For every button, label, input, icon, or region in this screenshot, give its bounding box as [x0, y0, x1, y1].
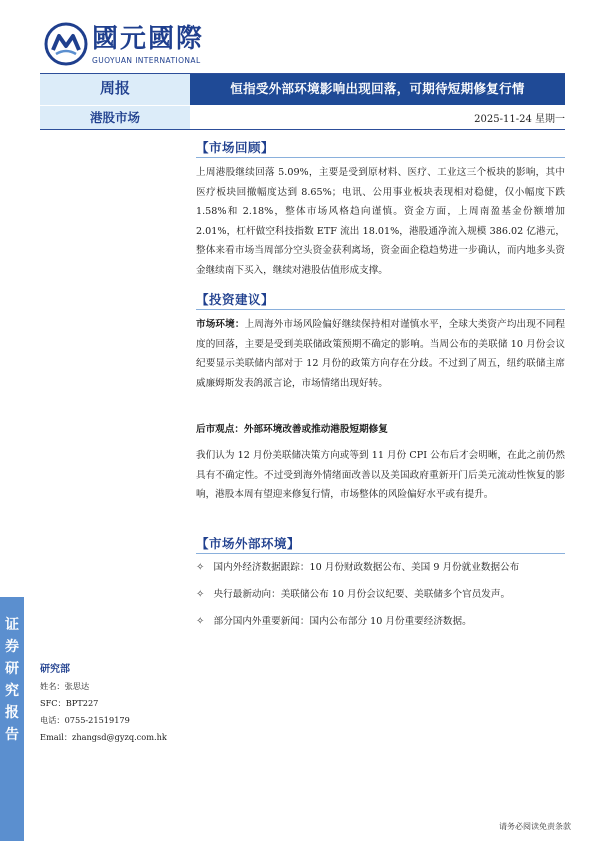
brand-name-cn: 國元國際 [92, 24, 205, 54]
list-item [196, 588, 565, 602]
side-tab-char: 报 [5, 705, 19, 721]
report-headline: 恒指受外部环境影响出现回落，可期待短期修复行情 [230, 81, 525, 96]
analyst-sfc: SFC：BPT227 [40, 698, 99, 708]
review-paragraph: 上周港股继续回落 5.09%，主要是受到原材料、医疗、工业这三个板块的影响，其中医疗板块回撤幅度达到 8.65%；电讯、公用事业板块表现相对稳健，仅小幅度下跌 1.58%和 2.18%，整体市场风格趋向谨慎。资金方面，上周南盈基金份额增加 2.01%，杠杆做空科技指数 ETF 流出 18.01%，港股通净流入规模 386.02 亿港元，整体来看市场当周部分空头资金获利离场，资金面企稳趋势进一步确认，而内地多头资金继续南下买入，继续对港股估值形成支撑。 [196, 167, 565, 276]
outlook-heading [196, 420, 565, 440]
list-item [196, 615, 565, 629]
market-environment-text: 上周海外市场风险偏好继续保持相对谨慎水平，全球大类资产均出现不同程度的回落，主要是受到美联储政策预期不确定的影响。当周公布的美联储 10 月份会议纪要显示美联储内部对于 12 月份的政策方向存在分歧。不过到了周五，纽约联储主席威廉姆斯发表鸽派言论，市场情绪出现好转。 [196, 319, 566, 389]
outlook-label: 后市观点： [196, 424, 244, 435]
external-item-text: 国内外经济数据跟踪：10 月份财政数据公布、美国 9 月份就业数据公布 [213, 562, 520, 573]
analyst-phone: 电话：0755-21519179 [40, 715, 130, 725]
research-title: 研究部 [40, 664, 70, 675]
diamond-bullet-icon: ✧ [196, 589, 205, 600]
side-tab-char: 究 [5, 683, 19, 699]
section-title-review: 【市场回顾】 [196, 140, 275, 155]
side-tab-char: 研 [5, 661, 19, 677]
external-item-text: 部分国内外重要新闻：国内公布部分 10 月份重要经济数据。 [213, 616, 472, 627]
outlook-title: 外部环境改善或推动港股短期修复 [243, 424, 388, 435]
section-divider [196, 309, 565, 310]
section-title-advice: 【投资建议】 [196, 292, 275, 307]
disclaimer-text: 请务必阅读免责条款 [499, 822, 571, 831]
external-item-text: 央行最新动向：美联储公布 10 月份会议纪要、美联储多个官员发声。 [213, 589, 511, 600]
guoyuan-logo-icon [44, 22, 88, 66]
diamond-bullet-icon: ✧ [196, 562, 205, 573]
research-contact-block [40, 661, 190, 746]
brand-name-en: GUOYUAN INTERNATIONAL [92, 56, 201, 65]
side-tab-char: 券 [5, 639, 19, 655]
analyst-name: 姓名：张思达 [40, 681, 90, 691]
side-tab-char: 证 [5, 617, 19, 633]
side-tab-label [0, 614, 24, 746]
report-category: 港股市场 [89, 110, 140, 125]
side-tab-char: 告 [5, 727, 19, 743]
diamond-bullet-icon: ✧ [196, 616, 205, 627]
section-divider [196, 157, 565, 158]
list-item [196, 561, 565, 575]
section-divider [196, 553, 565, 554]
report-type: 周报 [99, 79, 130, 97]
analyst-email[interactable]: Email：zhangsd@gyzq.com.hk [40, 732, 167, 742]
section-title-external: 【市场外部环境】 [196, 536, 301, 551]
market-environment-label: 市场环境： [196, 319, 245, 330]
outlook-paragraph: 我们认为 12 月份美联储决策方向或等到 11 月份 CPI 公布后才会明晰，在此之前仍然具有不确定性。不过受到海外情绪面改善以及美国政府重新开门后美元流动性恢复的影响，港股本周有望迎来修复行情，市场整体的风险偏好水平或有提升。 [196, 450, 565, 500]
market-environment-paragraph [196, 315, 565, 393]
report-date: 2025-11-24 星期一 [474, 114, 565, 125]
